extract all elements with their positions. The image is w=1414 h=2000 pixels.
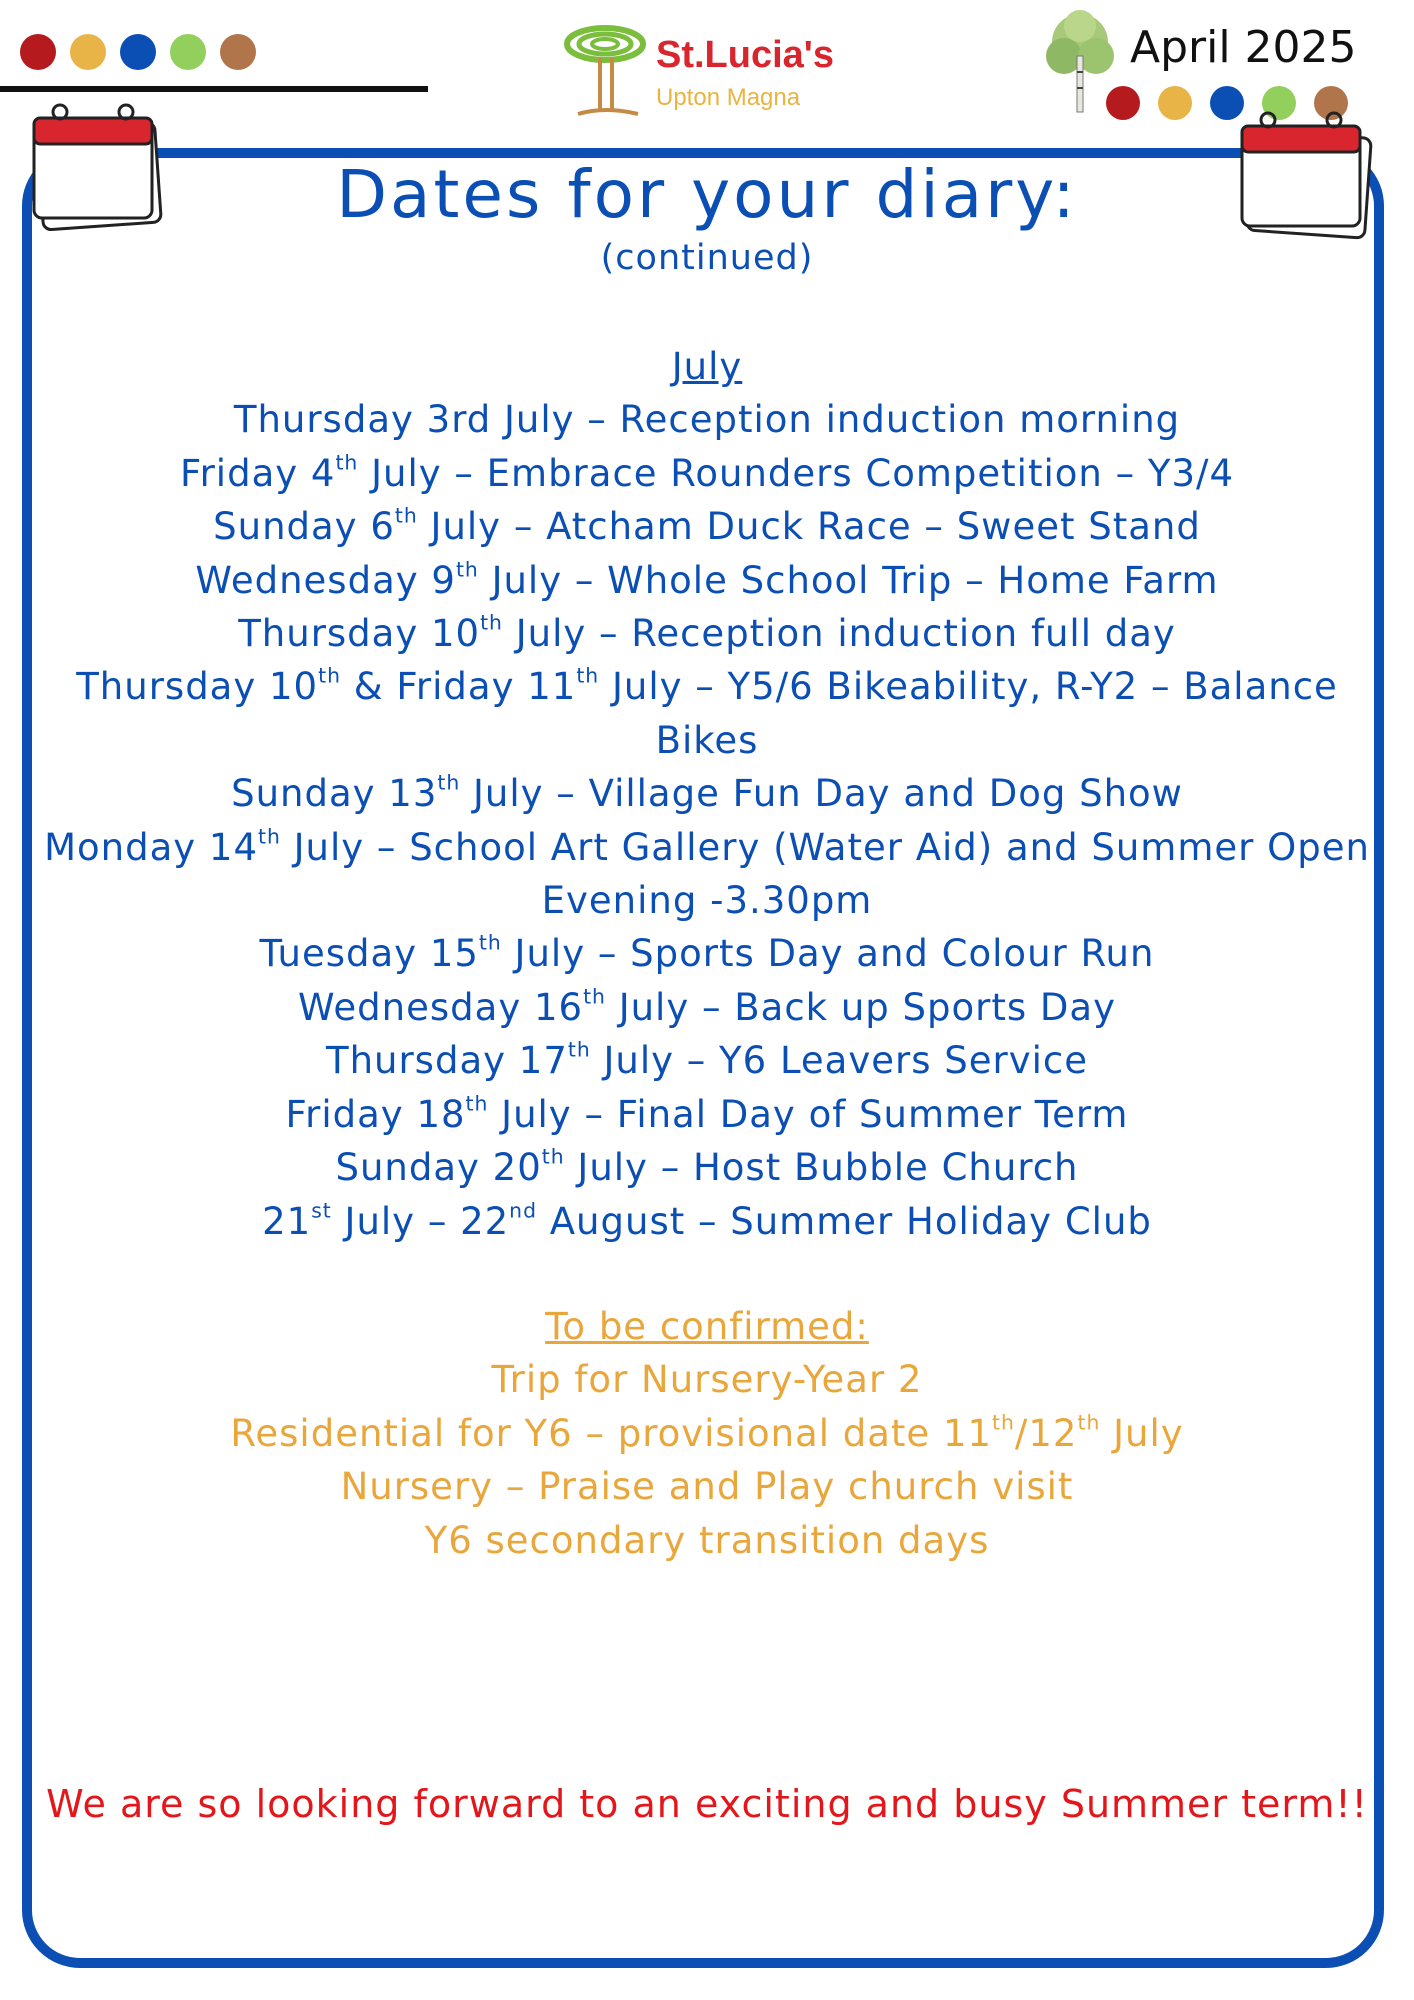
- event-line: [40, 500, 1374, 553]
- event-text: July – 22: [331, 1199, 510, 1243]
- event-line: [40, 447, 1374, 500]
- ordinal-suffix: th: [576, 664, 600, 689]
- ordinal-suffix: th: [992, 1410, 1015, 1435]
- event-text: Nursery – Praise and Play church visit: [340, 1465, 1074, 1509]
- event-line: [40, 1353, 1374, 1406]
- yellow-dot: [1158, 86, 1192, 120]
- event-text: Monday 14: [44, 825, 258, 869]
- event-line: [40, 1514, 1374, 1567]
- event-line: [40, 1141, 1374, 1194]
- brown-dot: [220, 34, 256, 70]
- event-text: Thursday 10: [76, 665, 319, 709]
- event-text: & Friday 11: [340, 665, 577, 709]
- event-text: Wednesday 16: [298, 985, 584, 1029]
- event-line: [40, 1088, 1374, 1141]
- event-text: Tuesday 15: [259, 932, 479, 976]
- event-line: [40, 1407, 1374, 1460]
- event-text: Y6 secondary transition days: [424, 1518, 990, 1562]
- event-line: [40, 554, 1374, 607]
- event-text: July – School Art Gallery (Water Aid) and Summer Open Evening -3.30pm: [280, 825, 1370, 923]
- event-text: July – Y5/6 Bikeability, R-Y2 – Balance Bikes: [599, 665, 1338, 762]
- event-line: [40, 1460, 1374, 1513]
- school-name: St.Lucia's: [656, 34, 834, 76]
- event-text: Wednesday 9: [195, 558, 456, 602]
- red-dot: [20, 34, 56, 70]
- event-text: July – Embrace Rounders Competition – Y3/4: [358, 451, 1234, 495]
- event-text: July – Host Bubble Church: [564, 1146, 1079, 1190]
- event-text: Sunday 6: [213, 505, 395, 549]
- event-text: Thursday 10: [238, 612, 481, 656]
- ordinal-suffix: th: [394, 503, 418, 528]
- school-logo: [560, 14, 880, 124]
- issue-month: April 2025: [1130, 22, 1357, 73]
- school-location: Upton Magna: [656, 84, 801, 111]
- ordinal-suffix: th: [1077, 1410, 1101, 1435]
- event-text: July – Reception induction full day: [502, 612, 1176, 656]
- event-line: [40, 393, 1374, 446]
- event-text: July – Sports Day and Colour Run: [501, 932, 1155, 976]
- event-text: Thursday 17: [325, 1039, 568, 1083]
- event-text: Sunday 20: [335, 1146, 542, 1190]
- page-title: Dates for your diary:: [336, 156, 1078, 233]
- blue-dot: [120, 34, 156, 70]
- ordinal-suffix: th: [465, 1091, 489, 1116]
- yellow-dot: [70, 34, 106, 70]
- event-line: [40, 927, 1374, 980]
- school-tree-icon: [560, 14, 650, 124]
- ordinal-suffix: th: [318, 664, 341, 689]
- event-text: Friday 18: [285, 1092, 466, 1136]
- red-dot: [1106, 86, 1140, 120]
- event-text: 21: [262, 1199, 312, 1243]
- ordinal-suffix: th: [478, 931, 502, 956]
- event-text: Friday 4: [180, 451, 336, 495]
- event-line: [40, 767, 1374, 820]
- ordinal-suffix: th: [583, 984, 606, 1009]
- event-text: July: [1100, 1411, 1184, 1455]
- ordinal-suffix: th: [455, 557, 479, 582]
- closing-message: We are so looking forward to an exciting and busy Summer term!!: [46, 1782, 1368, 1826]
- event-text: /12: [1014, 1411, 1078, 1455]
- event-text: July – Village Fun Day and Dog Show: [460, 772, 1183, 816]
- ordinal-suffix: th: [437, 770, 461, 795]
- event-line: [40, 1034, 1374, 1087]
- event-text: Sunday 13: [231, 772, 438, 816]
- event-text: Thursday 3rd July – Reception induction morning: [233, 398, 1181, 442]
- event-text: August – Summer Holiday Club: [536, 1199, 1152, 1243]
- tbc-heading: To be confirmed:: [545, 1305, 869, 1348]
- ordinal-suffix: nd: [509, 1198, 537, 1223]
- event-line: [40, 660, 1374, 767]
- event-line: [40, 607, 1374, 660]
- july-events: [40, 340, 1374, 1248]
- event-text: July – Back up Sports Day: [605, 985, 1116, 1029]
- ordinal-suffix: th: [541, 1144, 565, 1169]
- event-text: July – Final Day of Summer Term: [488, 1092, 1129, 1136]
- ordinal-suffix: th: [335, 450, 359, 475]
- event-text: Residential for Y6 – provisional date 11: [230, 1411, 993, 1455]
- page-subtitle: (continued): [600, 238, 814, 278]
- event-line: [40, 821, 1374, 928]
- event-text: July – Atcham Duck Race – Sweet Stand: [417, 505, 1201, 549]
- event-line: [40, 981, 1374, 1034]
- color-dots-left: [20, 34, 256, 70]
- ordinal-suffix: th: [567, 1038, 591, 1063]
- green-dot: [170, 34, 206, 70]
- tbc-section: [40, 1300, 1374, 1567]
- july-heading: July: [671, 345, 743, 388]
- event-text: July – Y6 Leavers Service: [590, 1039, 1089, 1083]
- ordinal-suffix: th: [480, 610, 503, 635]
- event-line: [40, 1195, 1374, 1248]
- ordinal-suffix: th: [258, 824, 281, 849]
- ordinal-suffix: st: [311, 1198, 332, 1223]
- event-text: July – Whole School Trip – Home Farm: [478, 558, 1219, 602]
- event-text: Trip for Nursery-Year 2: [491, 1358, 923, 1402]
